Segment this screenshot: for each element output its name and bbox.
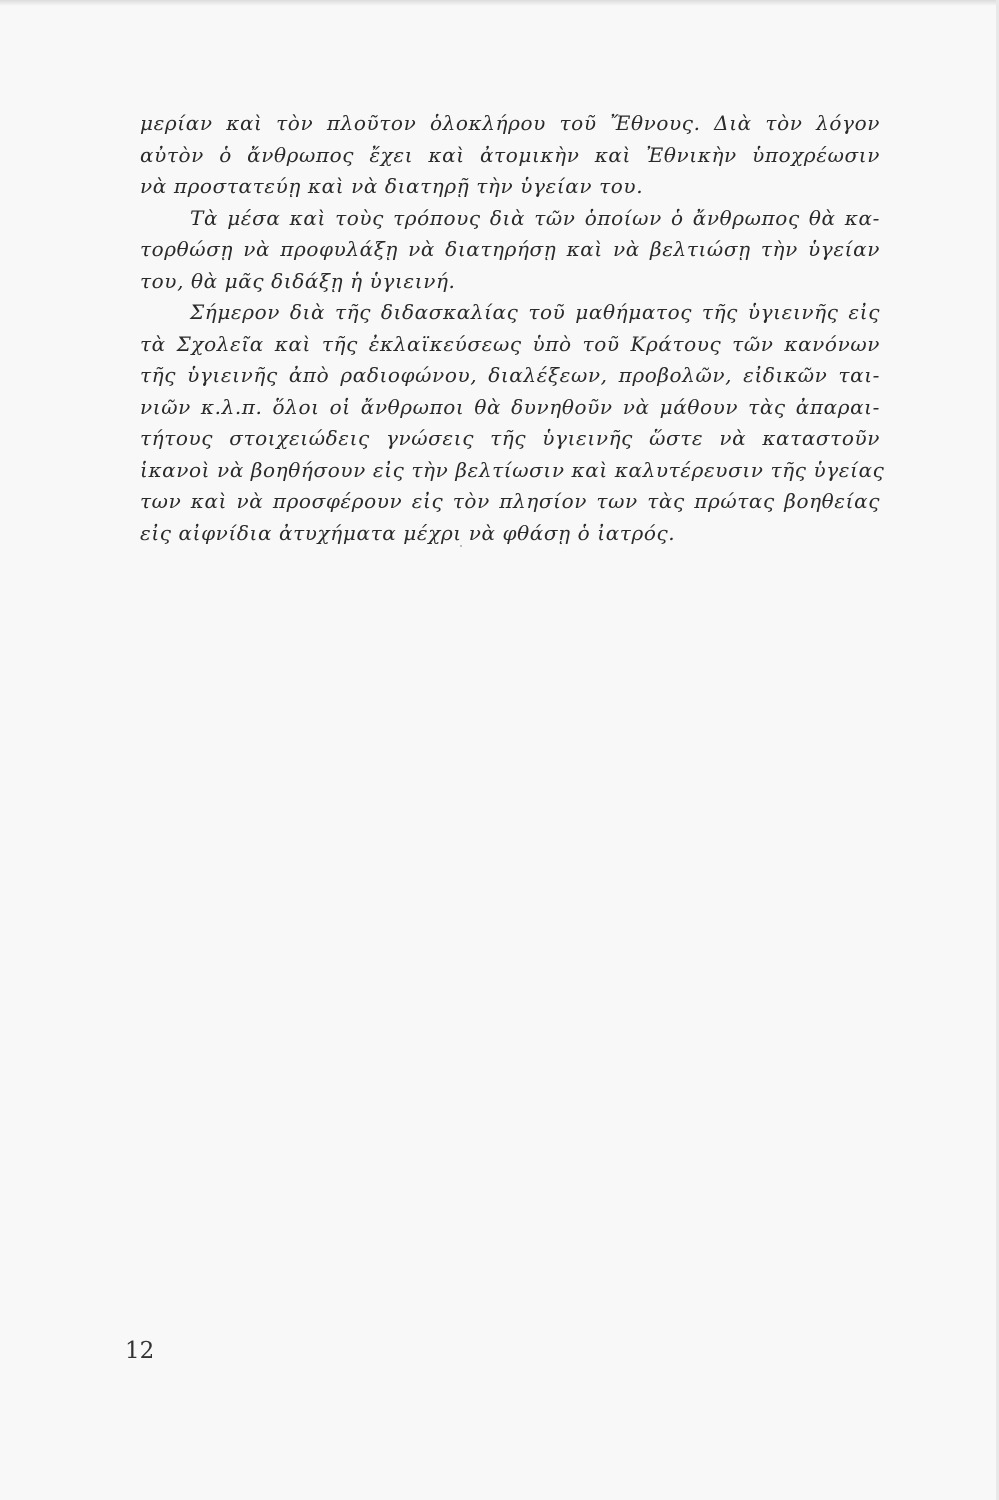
scan-speck (460, 545, 462, 547)
text-line: του, θὰ μᾶς διδάξῃ ἡ ὑγιεινή. (140, 268, 456, 293)
page-number: 12 (125, 1338, 155, 1364)
scan-top-shadow (0, 0, 999, 6)
text-line: Τὰ μέσα καὶ τοὺς τρόπους διὰ τῶν ὁποίων ὁ ἄνθρωπος θὰ κα- (190, 205, 880, 230)
text-line: εἰς αἰφνίδια ἀτυχήματα μέχρι νὰ φθάσῃ ὁ ἰατρός. (140, 520, 676, 545)
text-line: νὰ προστατεύῃ καὶ νὰ διατηρῇ τὴν ὑγείαν του. (140, 174, 644, 198)
text-line: αὐτὸν ὁ ἄνθρωπος ἔχει καὶ ἀτομικὴν καὶ Ἐθνικὴν ὑποχρέωσιν (140, 142, 880, 167)
text-line: τορθώσῃ νὰ προφυλάξῃ νὰ διατηρήσῃ καὶ νὰ βελτιώσῃ τὴν ὑγείαν (140, 237, 880, 261)
text-line: Σήμερον διὰ τῆς διδασκαλίας τοῦ μαθήματος τῆς ὑγιεινῆς εἰς (190, 300, 880, 324)
text-line: τῆς ὑγιεινῆς ἀπὸ ραδιοφώνου, διαλέξεων, προβολῶν, εἰδικῶν ται- (140, 363, 880, 387)
text-line: νιῶν κ.λ.π. ὅλοι οἱ ἄνθρωποι θὰ δυνηθοῦν νὰ μάθουν τὰς ἀπαραι- (140, 394, 880, 419)
text-line: τήτους στοιχειώδεις γνώσεις τῆς ὑγιεινῆς ὥστε νὰ καταστοῦν (140, 426, 880, 450)
body-text (140, 108, 885, 549)
text-line: ἱκανοὶ νὰ βοηθήσουν εἰς τὴν βελτίωσιν καὶ καλυτέρευσιν τῆς ὑγείας (140, 457, 885, 482)
text-line: μερίαν καὶ τὸν πλοῦτον ὁλοκλήρου τοῦ Ἔθνους. Διὰ τὸν λόγον (140, 111, 880, 135)
text-line: τὰ Σχολεῖα καὶ τῆς ἐκλαϊκεύσεως ὑπὸ τοῦ Κράτους τῶν κανόνων (140, 331, 880, 356)
text-line: των καὶ νὰ προσφέρουν εἰς τὸν πλησίον των τὰς πρώτας βοηθείας (140, 489, 880, 513)
